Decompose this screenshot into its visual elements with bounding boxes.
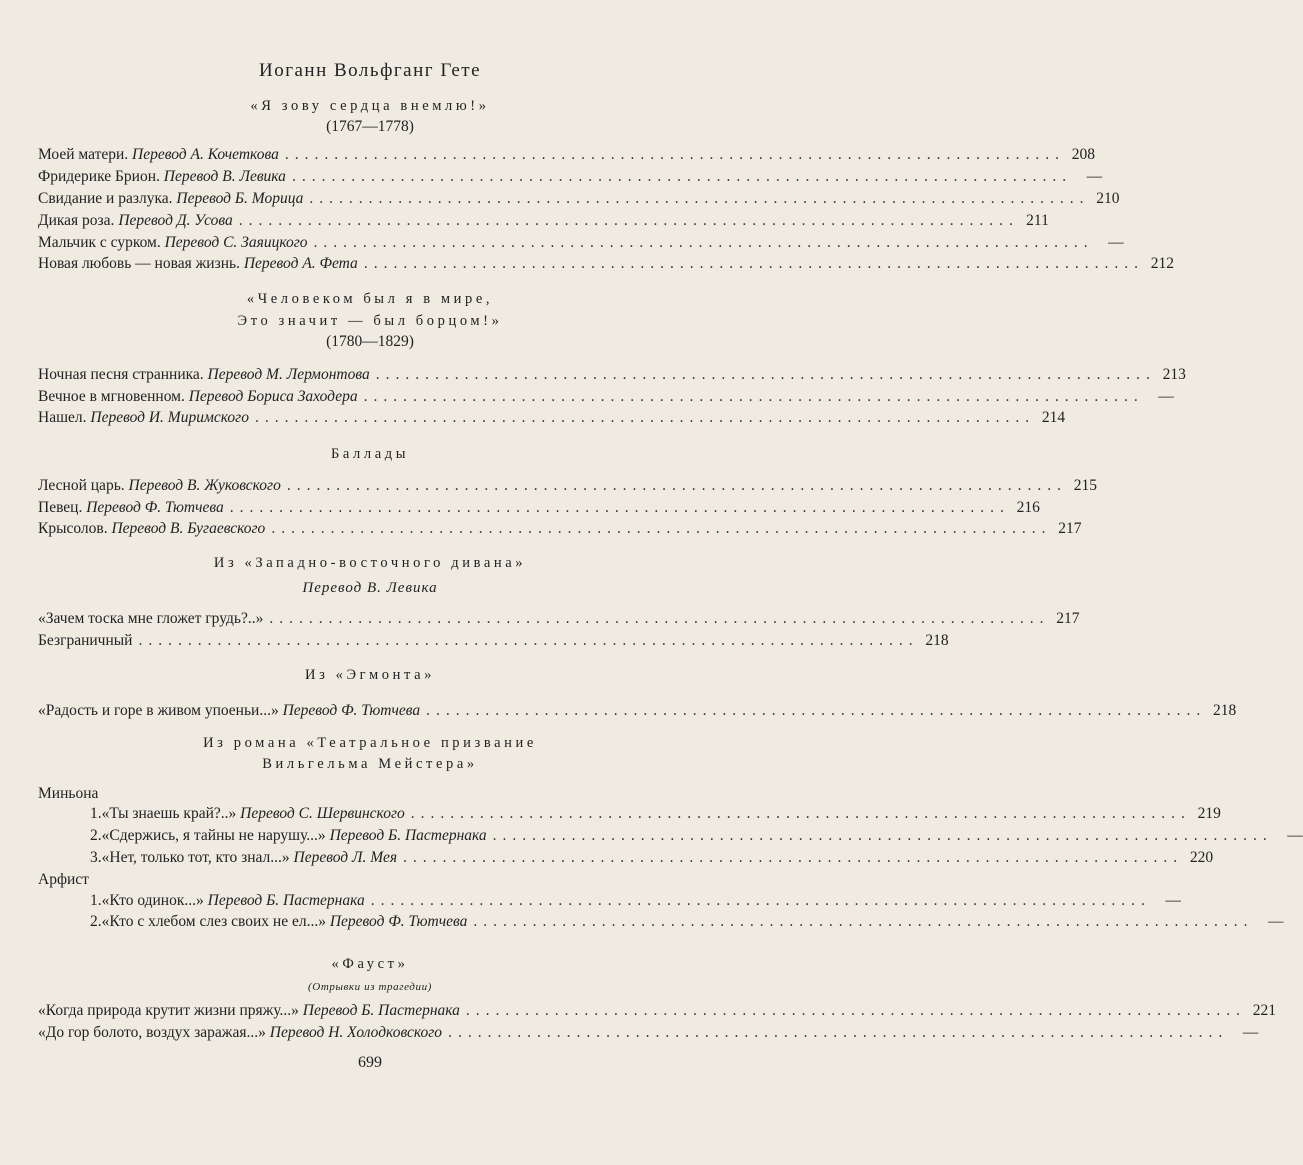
dot-leader: ............................................................................... xyxy=(363,255,1144,272)
dot-leader: ............................................................................... xyxy=(403,849,1184,866)
dot-leader: ............................................................................... xyxy=(286,477,1067,494)
toc-entry xyxy=(38,632,949,652)
toc-entry xyxy=(38,212,1049,232)
entry-page: 208 xyxy=(1071,146,1095,163)
entry-number: 1. xyxy=(90,805,102,822)
dot-leader: ............................................................................... xyxy=(284,146,1065,163)
entry-page: 211 xyxy=(1026,212,1049,229)
toc-entry xyxy=(38,610,1080,630)
toc-entry xyxy=(38,255,1174,275)
dot-leader: ............................................................................... xyxy=(313,234,1094,251)
entry-number: 1. xyxy=(90,892,102,909)
entry-title: Певец. xyxy=(38,499,83,516)
entry-title: Безграничный xyxy=(38,632,133,649)
entry-translator: Перевод Д. Усова xyxy=(118,212,233,229)
toc-entry xyxy=(90,805,1221,825)
toc-entry xyxy=(38,366,1186,386)
toc-entry xyxy=(38,190,1120,210)
entry-title: «Когда природа крутит жизни пряжу...» xyxy=(38,1002,299,1019)
entry-translator: Перевод Б. Пастернака xyxy=(329,827,487,844)
toc-entry xyxy=(38,168,1103,188)
entry-number: 2. xyxy=(90,913,102,930)
toc-entry xyxy=(38,234,1124,254)
entry-translator: Перевод Бориса Заходера xyxy=(188,388,358,405)
entry-title: Свидание и разлука. xyxy=(38,190,173,207)
entry-title: Дикая роза. xyxy=(38,212,115,229)
dot-leader: ............................................................................... xyxy=(238,212,1019,229)
entry-page: 210 xyxy=(1096,190,1120,207)
entry-translator: Перевод С. Шервинского xyxy=(240,805,405,822)
toc-entry xyxy=(38,702,1237,722)
entry-translator: Перевод Б. Пастернака xyxy=(207,892,365,909)
entry-translator: Перевод Ф. Тютчева xyxy=(86,499,224,516)
entry-translator: Перевод В. Бугаевского xyxy=(111,520,266,537)
dot-leader: ............................................................................... xyxy=(465,1002,1247,1019)
toc-entry xyxy=(90,849,1214,869)
entry-title: Ночная песня странника. xyxy=(38,366,204,383)
toc-entry xyxy=(38,1002,1277,1022)
entry-title: «Кто с хлебом слез своих не ел...» xyxy=(101,913,326,930)
entry-title: «Кто одинок...» xyxy=(101,892,204,909)
entry-page: — xyxy=(1268,913,1284,930)
entry-page: 212 xyxy=(1150,255,1174,272)
dot-leader: ............................................................................... xyxy=(309,190,1090,207)
dot-leader: ............................................................................... xyxy=(138,632,919,649)
entry-page: 213 xyxy=(1162,366,1186,383)
entry-title: Моей матери. xyxy=(38,146,129,163)
section-heading: Это значит — был борцом!» xyxy=(237,313,503,329)
entry-page: 217 xyxy=(1058,520,1082,537)
dot-leader: ............................................................................... xyxy=(229,499,1010,516)
toc-entry xyxy=(38,146,1095,166)
dot-leader: ............................................................................... xyxy=(370,892,1151,909)
entry-page: 214 xyxy=(1041,409,1066,426)
toc-entry xyxy=(38,477,1097,497)
section-heading: «Я зову сердца внемлю!» xyxy=(250,98,490,114)
entry-page: — xyxy=(1108,234,1124,251)
entry-page: — xyxy=(1165,892,1181,909)
entry-page: 215 xyxy=(1073,477,1097,494)
section-heading: Баллады xyxy=(330,446,410,462)
entry-title: «Зачем тоска мне гложет грудь?..» xyxy=(38,610,264,627)
dot-leader: ............................................................................... xyxy=(269,610,1050,627)
entry-page: 219 xyxy=(1197,805,1221,822)
entry-page: 218 xyxy=(1213,702,1237,719)
entry-title: Вечное в мгновенном. xyxy=(38,388,185,405)
author-heading: Иоганн Вольфганг Гете xyxy=(258,60,482,81)
entry-page: — xyxy=(1242,1024,1259,1041)
entry-translator: Перевод Ф. Тютчева xyxy=(282,702,421,719)
entry-number: 3. xyxy=(90,849,102,866)
entry-translator: Перевод А. Кочеткова xyxy=(132,146,279,163)
entry-number: 2. xyxy=(90,827,102,844)
entry-page: 216 xyxy=(1016,499,1040,516)
entry-translator: Перевод Б. Пастернака xyxy=(302,1002,460,1019)
entry-title: Нашел. xyxy=(38,409,87,426)
group-label: Миньона xyxy=(38,785,99,802)
entry-title: «Сдержись, я тайны не нарушу...» xyxy=(101,827,326,844)
dot-leader: ............................................................................... xyxy=(291,168,1073,185)
section-heading: Из «Эгмонта» xyxy=(305,667,435,683)
dot-leader: ............................................................................... xyxy=(363,388,1144,405)
section-heading: Из романа «Театральное призвание xyxy=(203,735,537,751)
entry-page: 218 xyxy=(925,632,949,649)
entry-translator: Перевод В. Жуковского xyxy=(128,477,281,494)
entry-translator: Перевод В. Левика xyxy=(163,168,286,185)
section-heading: Вильгельма Мейстера» xyxy=(262,756,478,772)
entry-translator: Перевод И. Миримского xyxy=(90,409,249,426)
section-dates: (1767—1778) xyxy=(326,118,414,135)
entry-page: 221 xyxy=(1252,1002,1277,1019)
section-dates: (1780—1829) xyxy=(326,333,414,350)
entry-page: 220 xyxy=(1189,849,1214,866)
entry-title: «До гор болото, воздух заражая...» xyxy=(38,1024,266,1041)
page-number: 699 xyxy=(358,1054,382,1071)
entry-translator: Перевод Б. Морица xyxy=(176,190,304,207)
entry-translator: Перевод Н. Холодковского xyxy=(269,1024,443,1041)
dot-leader: ............................................................................... xyxy=(375,366,1156,383)
entry-title: Фридерике Брион. xyxy=(38,168,160,185)
dot-leader: ............................................................................... xyxy=(492,827,1273,844)
section-heading: «Человеком был я в мире, xyxy=(246,291,494,307)
toc-entry xyxy=(90,892,1181,912)
entry-title: Крысолов. xyxy=(38,520,108,537)
toc-entry xyxy=(90,827,1303,847)
section-heading: Из «Западно-восточного дивана» xyxy=(213,555,527,571)
entry-title: Мальчик с сурком. xyxy=(38,234,161,251)
toc-entry xyxy=(38,409,1066,429)
section-subheading: (Отрывки из трагедии) xyxy=(308,981,432,993)
group-label: Арфист xyxy=(38,871,89,888)
toc-entry xyxy=(90,913,1284,933)
entry-title: «Радость и горе в живом упоеньи...» xyxy=(38,702,279,719)
entry-translator: Перевод Л. Мея xyxy=(293,849,398,866)
toc-entry xyxy=(38,520,1082,540)
entry-translator: Перевод С. Заяицкого xyxy=(164,234,308,251)
entry-page: — xyxy=(1158,388,1174,405)
entry-page: — xyxy=(1086,168,1103,185)
section-heading: «Фауст» xyxy=(331,956,409,972)
dot-leader: ............................................................................... xyxy=(271,520,1052,537)
entry-translator: Перевод Ф. Тютчева xyxy=(329,913,468,930)
dot-leader: ............................................................................... xyxy=(254,409,1036,426)
entry-page: — xyxy=(1287,827,1303,844)
dot-leader: ............................................................................... xyxy=(426,702,1207,719)
toc-entry xyxy=(38,388,1174,408)
dot-leader: ............................................................................... xyxy=(410,805,1191,822)
entry-title: «Нет, только тот, кто знал...» xyxy=(101,849,290,866)
dot-leader: ............................................................................... xyxy=(448,1024,1229,1041)
toc-entry xyxy=(38,499,1040,519)
toc-entry xyxy=(38,1024,1259,1044)
dot-leader: ............................................................................... xyxy=(473,913,1254,930)
entry-translator: Перевод М. Лермонтова xyxy=(207,366,370,383)
entry-translator: Перевод А. Фета xyxy=(243,255,358,272)
entry-title: Новая любовь — новая жизнь. xyxy=(38,255,240,272)
entry-title: «Ты знаешь край?..» xyxy=(101,805,237,822)
section-subheading: Перевод В. Левика xyxy=(302,580,438,596)
entry-title: Лесной царь. xyxy=(38,477,125,494)
entry-page: 217 xyxy=(1056,610,1080,627)
